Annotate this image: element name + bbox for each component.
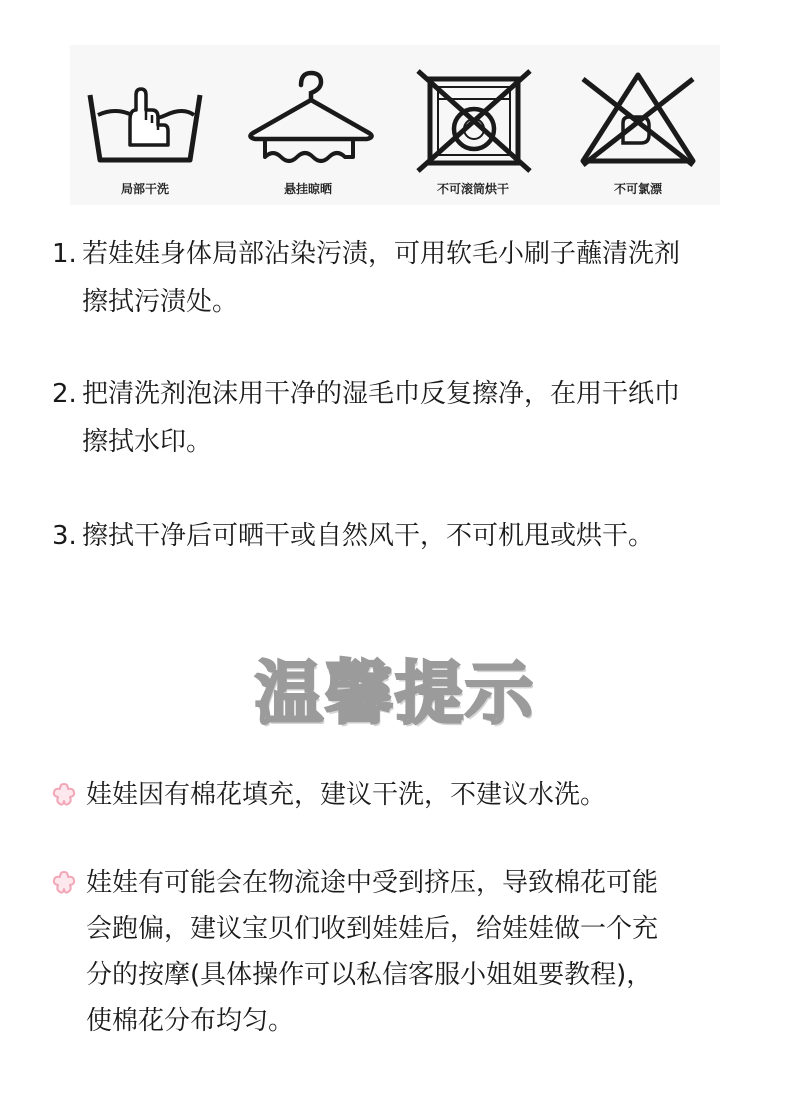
step-text-line: 擦拭干净后可晒干或自然风干，不可机甩或烘干。 (82, 521, 655, 551)
care-caption: 不可滚筒烘干 (436, 182, 509, 196)
step-number: 1. (52, 239, 77, 269)
cleaning-step-1 (52, 230, 762, 326)
care-symbols-panel (70, 45, 720, 205)
tip-text-line: 分的按摩(具体操作可以私信客服小姐姐要教程)， (86, 960, 653, 990)
flower-icon (50, 869, 78, 897)
tips-heading: 温馨提示 (254, 655, 535, 734)
no-tumble-dry-icon (398, 65, 548, 175)
step-text-line: 若娃娃身体局部沾染污渍，可用软毛小刷子蘸清洗剂 (82, 239, 681, 269)
step-number: 2. (52, 379, 77, 409)
cleaning-step-3 (52, 512, 762, 560)
tip-item-2 (50, 860, 760, 1044)
step-text-line: 擦拭污渍处。 (82, 287, 239, 317)
tip-text-line: 娃娃有可能会在物流途中受到挤压，导致棉花可能 (86, 868, 659, 898)
care-caption: 不可氯漂 (613, 182, 662, 196)
tip-text-line: 娃娃因有棉花填充，建议干洗，不建议水洗。 (86, 780, 607, 810)
tip-item-1 (50, 772, 760, 818)
no-bleach-icon (563, 65, 713, 175)
step-number: 3. (52, 521, 77, 551)
step-text-line: 把清洗剂泡沫用干净的湿毛巾反复擦净，在用干纸巾 (82, 379, 681, 409)
hang-dry-icon (233, 65, 383, 175)
tip-text-line: 使棉花分布均匀。 (86, 1006, 295, 1036)
care-symbol-no-bleach (563, 45, 713, 205)
step-text-line: 擦拭水印。 (82, 427, 213, 457)
flower-icon (50, 781, 78, 809)
care-symbol-no-tumble-dry (398, 45, 548, 205)
care-symbol-hand-wash (70, 45, 220, 205)
care-caption: 悬挂晾晒 (283, 182, 332, 196)
tip-text-line: 会跑偏，建议宝贝们收到娃娃后，给娃娃做一个充 (86, 914, 659, 944)
hand-wash-icon (70, 65, 220, 175)
care-symbol-hang-dry (233, 45, 383, 205)
cleaning-step-2 (52, 370, 762, 466)
care-caption: 局部干洗 (120, 182, 169, 196)
